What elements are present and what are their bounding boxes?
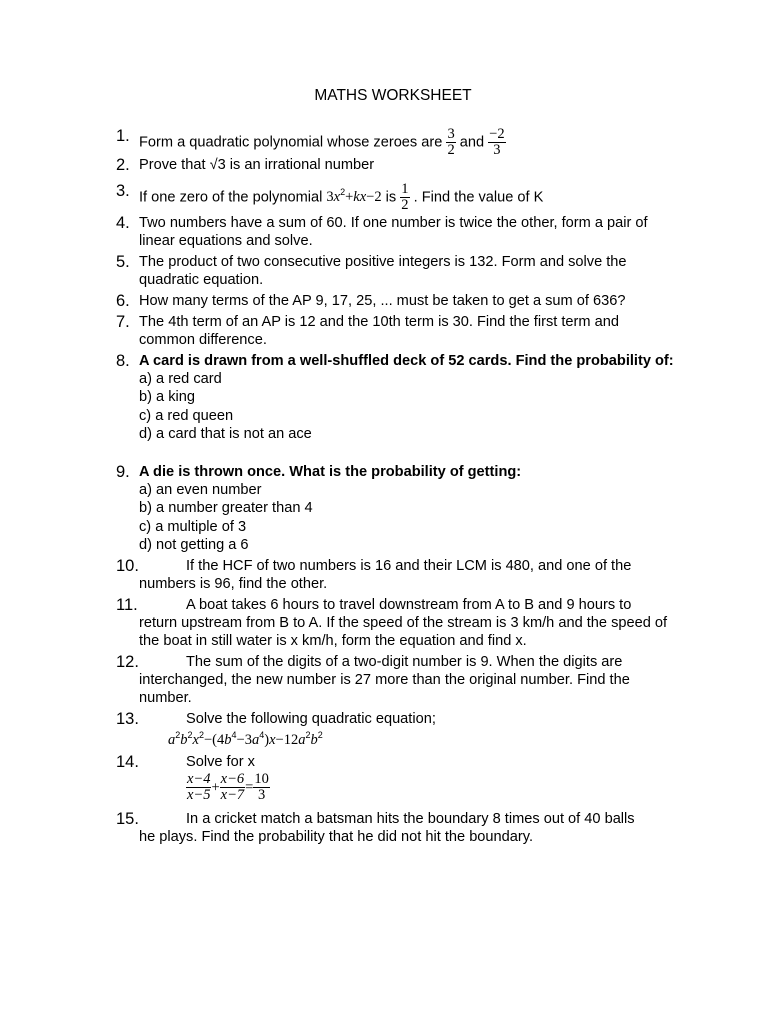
question-11 xyxy=(116,596,676,651)
question-15 xyxy=(116,810,676,846)
question-number: 12. xyxy=(116,653,139,671)
question-text-continued: return upstream from B to A. If the speed of the stream is 3 km/h and the speed of the boat in still water is x km/h, form the equation and find x. xyxy=(139,615,668,650)
option: d) not getting a 6 xyxy=(139,536,249,553)
polynomial: $3x^2+kx-2$ xyxy=(326,187,382,206)
option: c) a multiple of 3 xyxy=(139,518,247,535)
question-number: 5. xyxy=(116,253,130,271)
question-text: How many terms of the AP 9, 17, 25, ... must be taken to get a sum of 636? xyxy=(139,293,626,309)
question-number: 11. xyxy=(116,596,138,614)
question-text: Prove that √3 is an irrational number xyxy=(139,157,375,173)
question-text: In a cricket match a batsman hits the boundary 8 times out of 40 balls xyxy=(186,811,635,827)
option: d) a card that is not an ace xyxy=(139,425,312,442)
option: c) a red queen xyxy=(139,407,234,424)
question-4 xyxy=(116,214,676,250)
question-number: 15. xyxy=(116,810,139,828)
question-number: 14. xyxy=(116,753,139,771)
question-number: 10. xyxy=(116,557,139,575)
question-13 xyxy=(116,710,676,728)
question-12 xyxy=(116,653,676,708)
question-2 xyxy=(116,156,676,174)
question-text: Solve for x xyxy=(186,754,255,770)
question-number: 9. xyxy=(116,463,130,481)
option: a) an even number xyxy=(139,482,262,499)
question-text: Solve the following quadratic equation; xyxy=(186,711,436,727)
question-text: Two numbers have a sum of 60. If one number is twice the other, form a pair of linear equations and solve. xyxy=(139,215,648,250)
question-text: The product of two consecutive positive integers is 132. Form and solve the quadratic equation. xyxy=(139,254,627,289)
rational-equation: $\frac{x-4}{x-5}$ + $\frac{x-6}{x-7}$ = $\frac{10}{3}$ xyxy=(187,771,269,803)
question-text: If one zero of the polynomial xyxy=(139,189,323,206)
fraction: $\frac{x-6}{x-7}$ xyxy=(220,771,245,803)
question-text: A die is thrown once. What is the probability of getting: xyxy=(139,464,522,480)
question-5 xyxy=(116,253,676,289)
question-number: 3. xyxy=(116,182,130,200)
fraction: $\frac{10}{3}$ xyxy=(254,771,269,803)
question-number: 7. xyxy=(116,313,130,331)
question-14 xyxy=(116,753,676,771)
question-10 xyxy=(116,557,676,593)
question-6 xyxy=(116,292,676,310)
question-8 xyxy=(116,352,676,443)
question-3: 3. If one zero of the polynomial $3x^2+kx-2$ is $\frac{1}{2}$ . Find the value of K xyxy=(116,181,544,213)
question-number: 4. xyxy=(116,214,130,232)
page-title: MATHS WORKSHEET xyxy=(314,87,472,104)
question-text: The 4th term of an AP is 12 and the 10th term is 30. Find the first term and common difference. xyxy=(139,314,619,349)
fraction: $\frac{3}{2}$ xyxy=(447,126,455,158)
question-text: If the HCF of two numbers is 16 and their LCM is 480, and one of the xyxy=(186,558,632,574)
fraction: $\frac{x-4}{x-5}$ xyxy=(187,771,211,803)
option: b) a number greater than 4 xyxy=(139,500,313,517)
fraction: $\frac{1}{2}$ xyxy=(401,181,409,213)
question-text-continued: he plays. Find the probability that he did not hit the boundary. xyxy=(139,829,534,846)
question-9 xyxy=(116,463,676,554)
question-text-continued: numbers is 96, find the other. xyxy=(139,576,328,593)
question-number: 2. xyxy=(116,156,130,174)
option: b) a king xyxy=(139,389,195,406)
quadratic-equation: $a^2b^2x^2-(4b^4-3a^4)x-12a^2b^2$ xyxy=(168,730,323,748)
option: a) a red card xyxy=(139,371,222,388)
question-text: The sum of the digits of a two-digit number is 9. When the digits are xyxy=(186,654,623,670)
question-number: 13. xyxy=(116,710,139,728)
question-number: 6. xyxy=(116,292,130,310)
question-text-continued: interchanged, the new number is 27 more than the original number. Find the number. xyxy=(139,672,630,707)
question-7 xyxy=(116,313,676,349)
question-1: 1. Form a quadratic polynomial whose zeroes are $\frac{3}{2}$ and $\frac{-2}{3}$ xyxy=(116,126,505,158)
question-text: Form a quadratic polynomial whose zeroes are xyxy=(139,134,443,151)
question-text: A boat takes 6 hours to travel downstream from A to B and 9 hours to xyxy=(186,597,632,613)
question-text: A card is drawn from a well-shuffled deck of 52 cards. Find the probability of: xyxy=(139,353,674,369)
question-number: 8. xyxy=(116,352,130,370)
question-number: 1. xyxy=(116,127,130,145)
fraction: $\frac{-2}{3}$ xyxy=(489,126,505,158)
